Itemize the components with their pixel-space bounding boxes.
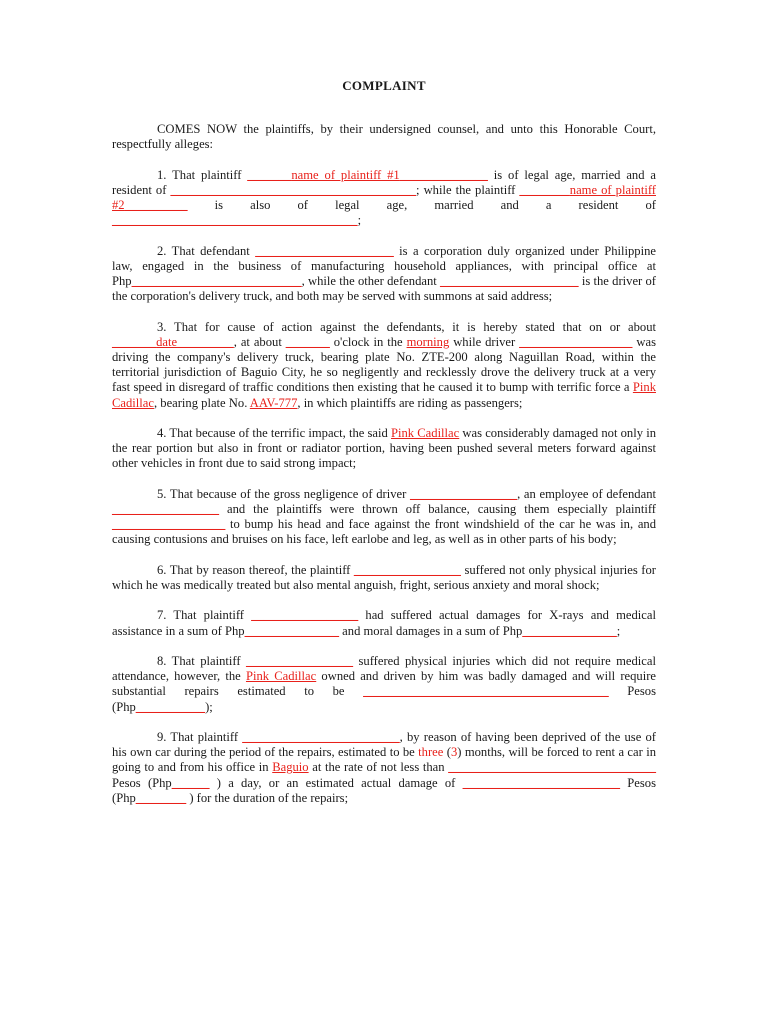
paragraph-7 <box>112 608 656 638</box>
text-segment: ) a day, or an estimated actual damage of <box>209 775 463 790</box>
blank-field: _________________________________ <box>448 760 656 775</box>
blank-field: _________________________ <box>462 775 621 790</box>
placeholder-text: Pink Cadillac <box>245 669 317 684</box>
text-segment: is a corporation duly organized under Philippine law, engaged in the business of manufacturing household appliances, with principal office at Php <box>112 243 656 288</box>
text-segment: ) months, will be forced to rent a car in going to and from his office in <box>112 745 656 775</box>
blank-field: _______ <box>247 167 292 182</box>
text-segment: 8. That plaintiff <box>157 653 247 668</box>
text-segment: was considerably damaged not only in the rear portion but also in front or radiator portion, having been pushed several meters forward against other vehicles in front due to said strong impact; <box>112 426 656 471</box>
blank-field: _________________ <box>410 486 518 501</box>
text-segment: suffered not only physical injuries for which he was medically treated but also mental anguish, fright, serious anxiety and moral shock; <box>112 562 656 592</box>
paragraph-2 <box>112 244 656 305</box>
text-segment: 2. That defendant <box>157 243 256 258</box>
blank-field: _______________________________________ <box>112 213 358 228</box>
paragraph-1 <box>112 168 656 229</box>
text-segment: had suffered actual damages for X-rays and medical assistance in a sum of Php <box>112 608 656 638</box>
blank-field: ______________________ <box>440 274 579 288</box>
text-segment: , at about <box>233 334 286 349</box>
placeholder-text: three <box>418 745 444 760</box>
document-body <box>112 122 656 806</box>
blank-field: ___________________________ <box>131 274 302 288</box>
placeholder-text: Pink Cadillac <box>391 426 460 440</box>
blank-field: _______ <box>285 334 330 349</box>
blank-field: __________________ <box>112 517 226 532</box>
text-segment: ; while the plaintiff <box>416 182 520 197</box>
blank-field: ______________ <box>399 167 488 182</box>
text-segment: o'clock in the <box>329 334 407 349</box>
blank-field: _________________ <box>246 653 354 668</box>
placeholder-text: morning <box>406 334 450 349</box>
text-segment: suffered physical injuries which did not require medical attendance, however, the <box>112 653 656 684</box>
text-segment: ( <box>443 745 451 760</box>
text-segment: ) for the duration of the repairs; <box>186 790 349 805</box>
blank-field: _______________________________________ <box>170 182 417 197</box>
blank-field: _________________ <box>112 502 220 516</box>
blank-field: ________ <box>519 182 570 197</box>
paragraph-0 <box>112 122 656 152</box>
text-segment: and moral damages in a sum of Php <box>339 623 523 638</box>
blank-field: _______________ <box>522 623 617 638</box>
blank-field: _______________ <box>244 623 340 638</box>
placeholder-text: name of plaintiff #1 <box>291 167 400 182</box>
paragraph-8 <box>112 654 656 715</box>
blank-field: _________________ <box>353 562 461 577</box>
blank-field: ______ <box>171 775 210 790</box>
placeholder-text: date <box>156 334 178 349</box>
text-segment: , in which plaintiffs are riding as passengers; <box>297 395 523 410</box>
placeholder-text: AAV-777 <box>249 395 298 410</box>
text-segment: , an employee of defendant <box>517 486 656 501</box>
blank-field: _______________________________________ <box>363 684 609 699</box>
text-segment: , while the other defendant <box>301 274 441 288</box>
text-segment: at the rate of not less than <box>308 760 449 775</box>
blank-field: __________________ <box>519 334 633 349</box>
text-segment: , by reason of having been deprived of the use of his own car during the period of the repairs, estimated to be <box>112 729 656 760</box>
placeholder-text: 3 <box>450 745 458 760</box>
paragraph-3 <box>112 320 656 411</box>
text-segment: while driver <box>449 334 520 349</box>
text-segment: is of legal age, married and a resident of <box>112 167 656 197</box>
paragraph-9 <box>112 730 656 806</box>
text-segment: , bearing plate No. <box>153 395 250 410</box>
placeholder-text: Pink Cadillac <box>112 380 656 410</box>
text-segment: 7. That plaintiff <box>157 608 252 623</box>
blank-field: _________ <box>177 334 234 349</box>
blank-field: _______ <box>112 334 157 349</box>
paragraph-6 <box>112 563 656 593</box>
text-segment: to bump his head and face against the front windshield of the car he was in, and causing contusions and bruises on his face, left earlobe and leg, as well as in other parts of his body; <box>112 517 656 547</box>
text-segment: 9. That plaintiff <box>157 729 243 744</box>
text-segment: is the driver of the corporation's delivery truck, and both may be served with summons at said address; <box>112 274 656 304</box>
text-segment: 1. That plaintiff <box>157 167 248 182</box>
text-segment: ; <box>357 213 362 228</box>
placeholder-text: Baguio <box>272 760 309 775</box>
document-title: COMPLAINT <box>342 78 426 93</box>
text-segment: 4. That because of the terrific impact, the said <box>157 426 391 440</box>
blank-field: __________ <box>124 198 188 212</box>
text-segment: is also of legal age, married and a resident of <box>187 198 656 212</box>
text-segment: 5. That because of the gross negligence of driver <box>157 486 411 501</box>
blank-field: ___________ <box>135 699 206 714</box>
placeholder-text: name of plaintiff #2 <box>112 182 656 212</box>
blank-field: ______________________ <box>255 243 394 258</box>
text-segment: Pesos (Php <box>112 684 656 714</box>
paragraph-5 <box>112 487 656 548</box>
text-segment: Pesos (Php <box>112 775 656 805</box>
text-segment: 6. That by reason thereof, the plaintiff <box>157 562 354 577</box>
text-segment: owned and driven by him was badly damaged and will require substantial repairs estimated to be <box>112 669 656 699</box>
text-segment: COMES NOW the plaintiffs, by their undersigned counsel, and unto this Honorable Court, respectfully alleges: <box>112 122 656 152</box>
paragraph-4 <box>112 426 656 472</box>
blank-field: _________________________ <box>242 729 400 744</box>
text-segment: 3. That for cause of action against the defendants, it is hereby stated that on or about <box>157 319 656 334</box>
text-segment: ; <box>616 623 621 638</box>
text-segment: Pesos (Php <box>112 775 172 790</box>
text-segment: and the plaintiffs were thrown off balance, causing them especially plaintiff <box>219 502 656 516</box>
text-segment: ); <box>205 699 213 714</box>
blank-field: _________________ <box>251 608 359 623</box>
blank-field: ________ <box>135 790 187 805</box>
text-segment: was driving the company's delivery truck, bearing plate No. ZTE-200 along Naguillan Road, within the territorial jurisdiction of Baguio City, he so negligently and recklessly drove the delivery truck at a very fast speed in disregard of traffic conditions then existing that he caused it to bump with terrific force a <box>112 334 656 395</box>
